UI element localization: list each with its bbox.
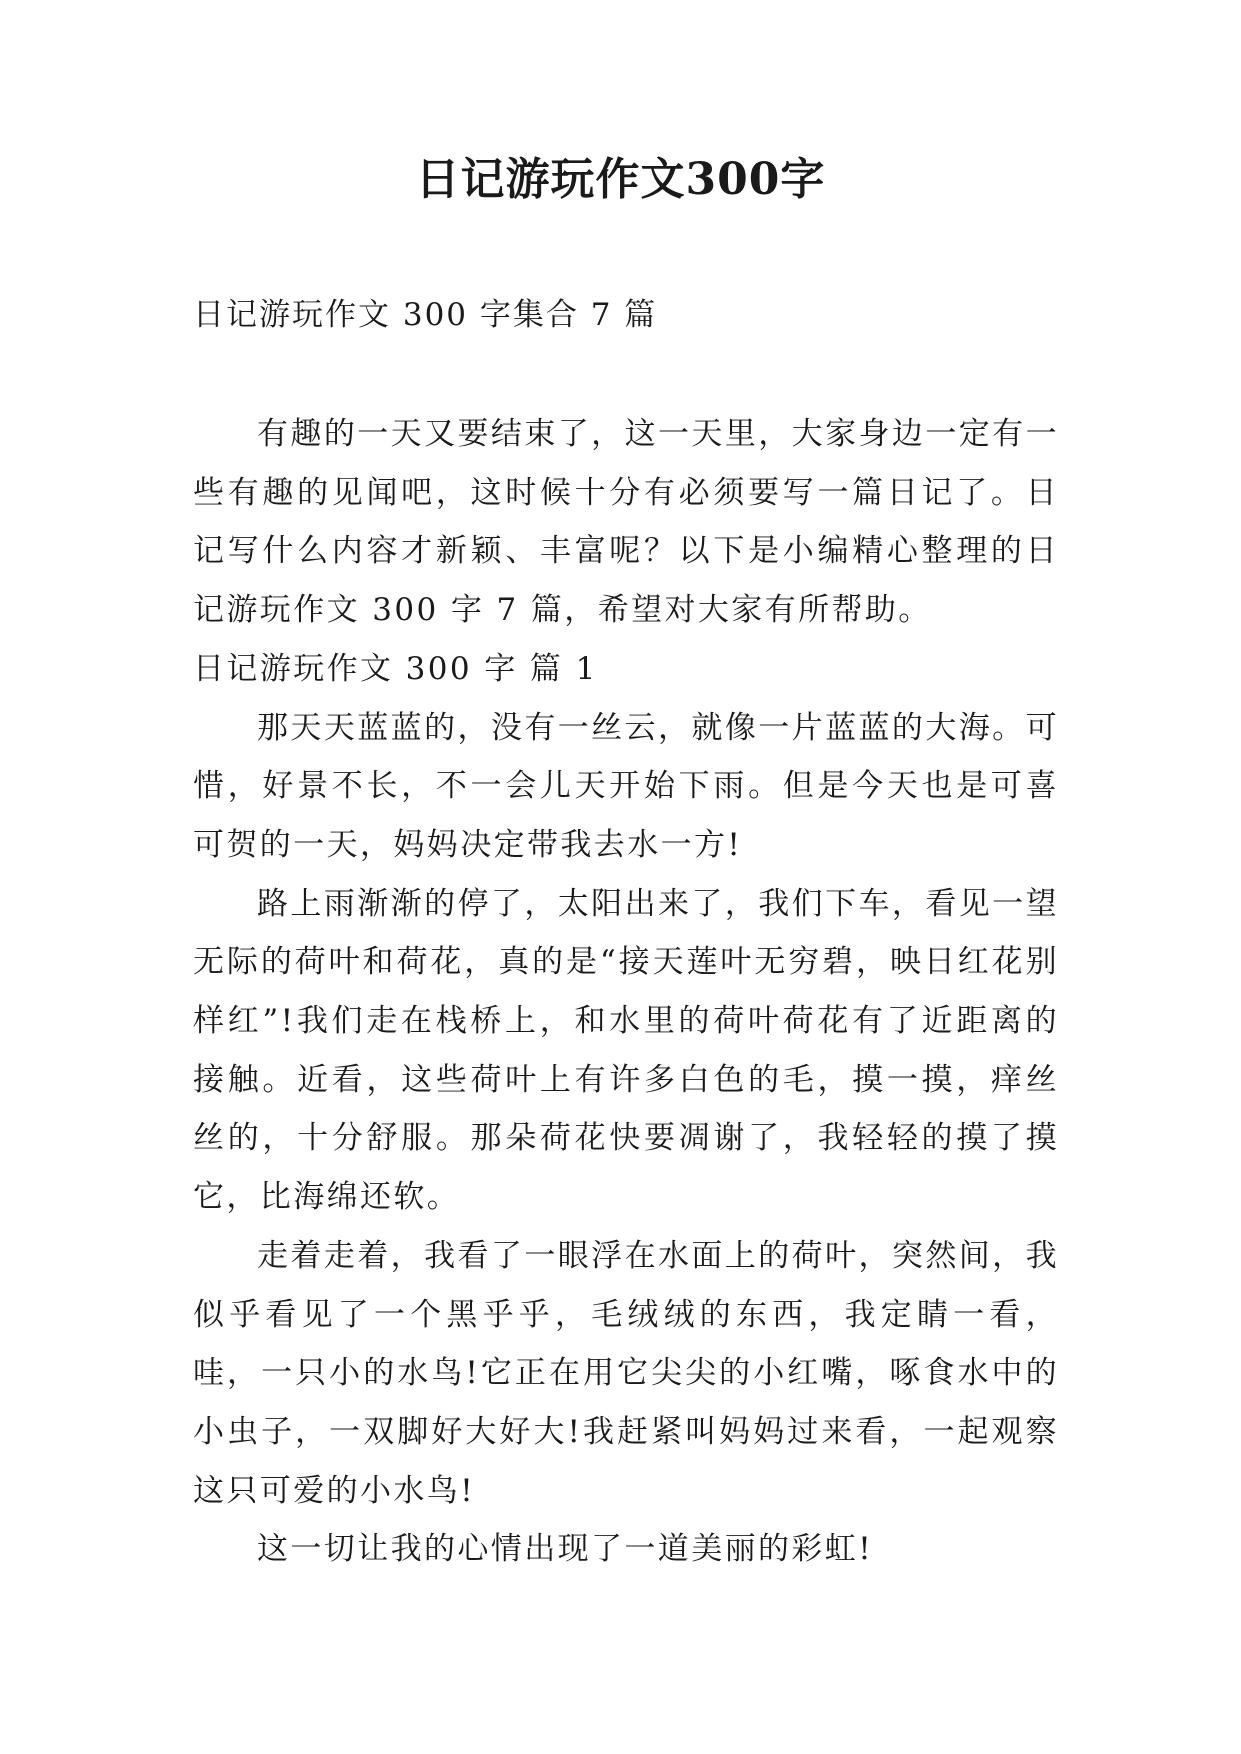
body-paragraph: 路上雨渐渐的停了，太阳出来了，我们下车，看见一望无际的荷叶和荷花，真的是“接天莲叶无穷碧，映日红花别样红”!我们走在栈桥上，和水里的荷叶荷花有了近距离的接触。近看，这些荷叶上有许多白色的毛，摸一摸，痒丝丝的，十分舒服。那朵荷花快要凋谢了，我轻轻的摸了摸它，比海绵还软。	[193, 885, 1059, 1216]
document-subtitle: 日记游玩作文 300 字集合 7 篇	[193, 297, 658, 333]
intro-paragraph: 有趣的一天又要结束了，这一天里，大家身边一定有一些有趣的见闻吧，这时候十分有必须要写一篇日记了。日记写什么内容才新颖、丰富呢？以下是小编精心整理的日记游玩作文 300 字 7 篇，希望对大家有所帮助。	[193, 416, 1059, 629]
document-body	[193, 405, 1059, 1579]
body-paragraph: 这一切让我的心情出现了一道美丽的彩虹!	[257, 1531, 874, 1568]
document-title: 日记游玩作文300字	[415, 154, 826, 205]
body-paragraph: 那天天蓝蓝的，没有一丝云，就像一片蓝蓝的大海。可惜，好景不长，不一会儿天开始下雨。但是今天也是可喜可贺的一天，妈妈决定带我去水一方!	[193, 709, 1059, 863]
section-heading: 日记游玩作文 300 字 篇 1	[193, 650, 598, 687]
body-paragraph: 走着走着，我看了一眼浮在水面上的荷叶，突然间，我似乎看见了一个黑乎乎，毛绒绒的东西，我定睛一看，哇，一只小的水鸟!它正在用它尖尖的小红嘴，啄食水中的小虫子，一双脚好大好大!我赶紧叫妈妈过来看，一起观察这只可爱的小水鸟!	[193, 1237, 1059, 1509]
